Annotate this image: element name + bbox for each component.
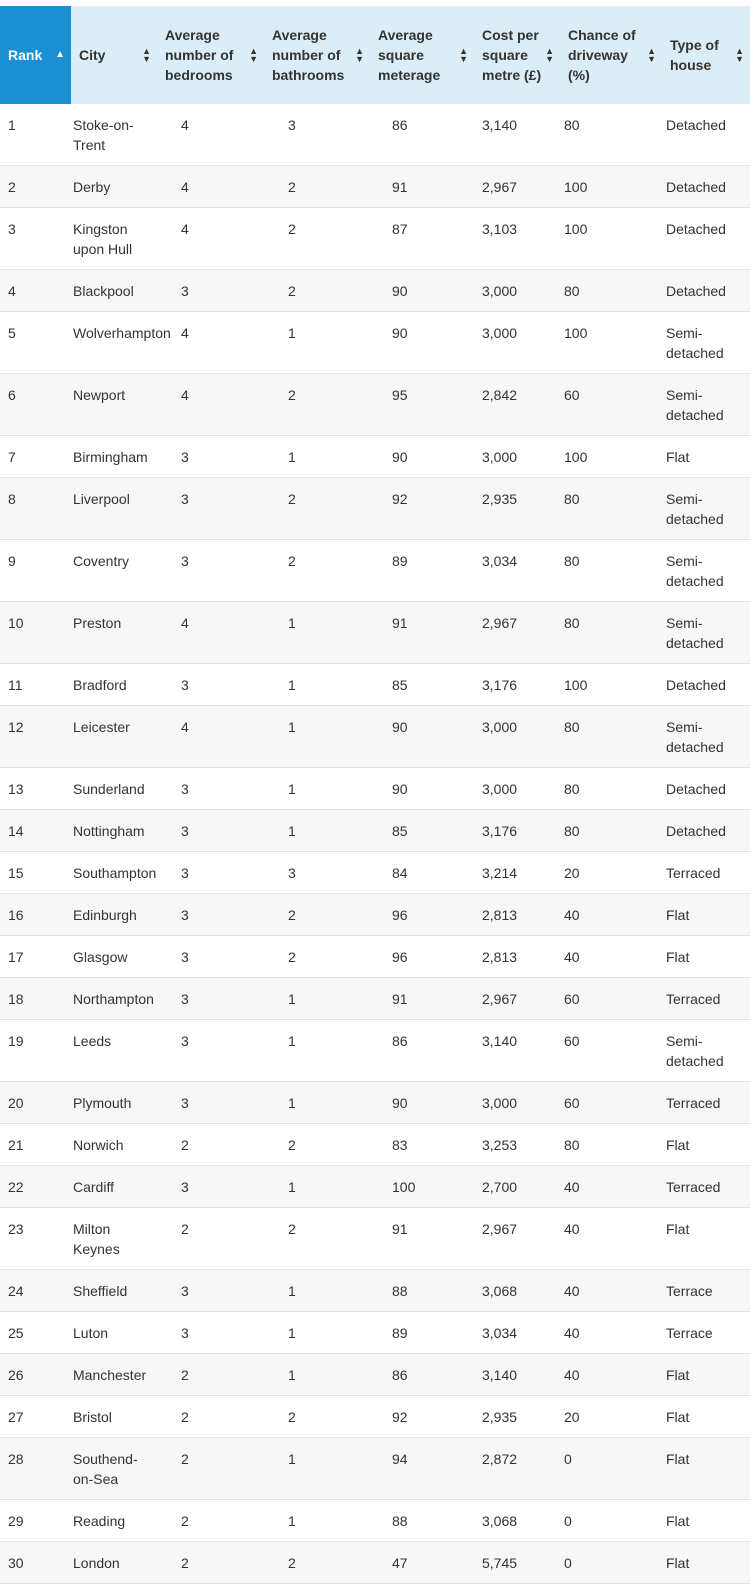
bathrooms-cell: 1 <box>264 1354 370 1396</box>
table-row <box>0 166 750 208</box>
rank-cell: 6 <box>0 374 71 436</box>
header-row <box>0 6 750 104</box>
cost-cell: 3,034 <box>474 1312 560 1354</box>
rank-cell: 15 <box>0 852 71 894</box>
rank-cell: 30 <box>0 1542 71 1584</box>
city-cell: Southampton <box>71 852 157 894</box>
table-row <box>0 374 750 436</box>
city-cell: Luton <box>71 1312 157 1354</box>
square-meterage-cell: 96 <box>370 936 474 978</box>
bathrooms-cell: 1 <box>264 810 370 852</box>
bathrooms-cell: 1 <box>264 768 370 810</box>
square-meterage-cell: 94 <box>370 1438 474 1500</box>
cost-cell: 3,214 <box>474 852 560 894</box>
table-row <box>0 540 750 602</box>
table-row <box>0 1208 750 1270</box>
rank-cell: 14 <box>0 810 71 852</box>
city-cell: Glasgow <box>71 936 157 978</box>
square-meterage-cell: 90 <box>370 1082 474 1124</box>
square-meterage-cell: 86 <box>370 104 474 166</box>
rank-cell: 13 <box>0 768 71 810</box>
driveway-cell: 100 <box>560 166 662 208</box>
rank-cell: 20 <box>0 1082 71 1124</box>
bedrooms-cell: 3 <box>157 478 264 540</box>
city-cell: Sunderland <box>71 768 157 810</box>
bathrooms-cell: 3 <box>264 852 370 894</box>
bathrooms-cell: 1 <box>264 978 370 1020</box>
table-row <box>0 1396 750 1438</box>
cost-cell: 2,872 <box>474 1438 560 1500</box>
driveway-cell: 80 <box>560 810 662 852</box>
bathrooms-cell: 1 <box>264 1166 370 1208</box>
column-header-rank[interactable] <box>0 6 71 104</box>
bathrooms-cell: 1 <box>264 1082 370 1124</box>
driveway-cell: 80 <box>560 540 662 602</box>
bedrooms-cell: 3 <box>157 852 264 894</box>
type-cell: Flat <box>662 1438 750 1500</box>
bedrooms-cell: 3 <box>157 894 264 936</box>
rank-cell: 5 <box>0 312 71 374</box>
bedrooms-cell: 2 <box>157 1124 264 1166</box>
city-cell: Plymouth <box>71 1082 157 1124</box>
square-meterage-cell: 86 <box>370 1354 474 1396</box>
bathrooms-cell: 2 <box>264 1208 370 1270</box>
rank-cell: 18 <box>0 978 71 1020</box>
type-cell: Detached <box>662 664 750 706</box>
rank-cell: 28 <box>0 1438 71 1500</box>
square-meterage-cell: 89 <box>370 1312 474 1354</box>
bedrooms-cell: 3 <box>157 1082 264 1124</box>
cost-cell: 3,000 <box>474 706 560 768</box>
city-cell: Southend-on-Sea <box>71 1438 157 1500</box>
bathrooms-cell: 3 <box>264 104 370 166</box>
bathrooms-cell: 1 <box>264 1438 370 1500</box>
city-ranking-table <box>0 6 750 1584</box>
type-cell: Flat <box>662 1208 750 1270</box>
city-cell: London <box>71 1542 157 1584</box>
bedrooms-cell: 4 <box>157 312 264 374</box>
bathrooms-cell: 2 <box>264 478 370 540</box>
cost-cell: 2,813 <box>474 936 560 978</box>
driveway-cell: 80 <box>560 104 662 166</box>
rank-cell: 21 <box>0 1124 71 1166</box>
square-meterage-cell: 92 <box>370 1396 474 1438</box>
table-row <box>0 312 750 374</box>
driveway-cell: 80 <box>560 768 662 810</box>
type-cell: Detached <box>662 768 750 810</box>
table-row <box>0 1312 750 1354</box>
bedrooms-cell: 2 <box>157 1438 264 1500</box>
city-cell: Birmingham <box>71 436 157 478</box>
bedrooms-cell: 2 <box>157 1500 264 1542</box>
bedrooms-cell: 3 <box>157 1166 264 1208</box>
cost-cell: 3,140 <box>474 1354 560 1396</box>
rank-cell: 12 <box>0 706 71 768</box>
bathrooms-cell: 2 <box>264 374 370 436</box>
city-cell: Manchester <box>71 1354 157 1396</box>
city-cell: Milton Keynes <box>71 1208 157 1270</box>
city-cell: Newport <box>71 374 157 436</box>
square-meterage-cell: 91 <box>370 166 474 208</box>
cost-cell: 3,176 <box>474 664 560 706</box>
rank-cell: 22 <box>0 1166 71 1208</box>
square-meterage-cell: 90 <box>370 270 474 312</box>
square-meterage-cell: 86 <box>370 1020 474 1082</box>
driveway-cell: 80 <box>560 1124 662 1166</box>
city-cell: Norwich <box>71 1124 157 1166</box>
square-meterage-cell: 88 <box>370 1270 474 1312</box>
bedrooms-cell: 3 <box>157 270 264 312</box>
city-cell: Cardiff <box>71 1166 157 1208</box>
type-cell: Flat <box>662 1500 750 1542</box>
city-cell: Blackpool <box>71 270 157 312</box>
type-cell: Detached <box>662 166 750 208</box>
square-meterage-cell: 90 <box>370 706 474 768</box>
square-meterage-cell: 90 <box>370 768 474 810</box>
driveway-cell: 20 <box>560 852 662 894</box>
sort-icon: ▲ ▼ <box>249 46 258 64</box>
bedrooms-cell: 3 <box>157 978 264 1020</box>
rank-cell: 10 <box>0 602 71 664</box>
bathrooms-cell: 1 <box>264 664 370 706</box>
square-meterage-cell: 91 <box>370 602 474 664</box>
bedrooms-cell: 4 <box>157 208 264 270</box>
table-row <box>0 104 750 166</box>
driveway-cell: 100 <box>560 664 662 706</box>
bedrooms-cell: 4 <box>157 104 264 166</box>
column-header-label: Cost per square metre (£) <box>482 27 542 83</box>
driveway-cell: 40 <box>560 1166 662 1208</box>
city-cell: Bradford <box>71 664 157 706</box>
city-cell: Northampton <box>71 978 157 1020</box>
cost-cell: 3,000 <box>474 312 560 374</box>
bathrooms-cell: 1 <box>264 1500 370 1542</box>
table-row <box>0 852 750 894</box>
column-header-label: Type of house <box>670 37 719 73</box>
cost-cell: 3,253 <box>474 1124 560 1166</box>
square-meterage-cell: 88 <box>370 1500 474 1542</box>
column-header-label: City <box>79 47 106 63</box>
driveway-cell: 0 <box>560 1542 662 1584</box>
bedrooms-cell: 3 <box>157 1020 264 1082</box>
city-cell: Preston <box>71 602 157 664</box>
rank-cell: 2 <box>0 166 71 208</box>
column-header-cost[interactable] <box>474 6 560 104</box>
rank-cell: 3 <box>0 208 71 270</box>
sort-icon: ▲ ▼ <box>459 46 468 64</box>
rank-cell: 23 <box>0 1208 71 1270</box>
column-header-label: Chance of driveway (%) <box>568 27 636 83</box>
square-meterage-cell: 89 <box>370 540 474 602</box>
type-cell: Flat <box>662 436 750 478</box>
column-header-city[interactable] <box>71 6 157 104</box>
square-meterage-cell: 83 <box>370 1124 474 1166</box>
cost-cell: 3,176 <box>474 810 560 852</box>
city-cell: Reading <box>71 1500 157 1542</box>
bedrooms-cell: 3 <box>157 936 264 978</box>
driveway-cell: 40 <box>560 1270 662 1312</box>
bathrooms-cell: 2 <box>264 894 370 936</box>
column-header-driveway[interactable] <box>560 6 662 104</box>
table-row <box>0 768 750 810</box>
type-cell: Semi-detached <box>662 602 750 664</box>
bedrooms-cell: 3 <box>157 768 264 810</box>
square-meterage-cell: 100 <box>370 1166 474 1208</box>
bathrooms-cell: 2 <box>264 936 370 978</box>
square-meterage-cell: 87 <box>370 208 474 270</box>
cost-cell: 3,000 <box>474 436 560 478</box>
bathrooms-cell: 2 <box>264 166 370 208</box>
city-cell: Liverpool <box>71 478 157 540</box>
city-cell: Sheffield <box>71 1270 157 1312</box>
cost-cell: 3,103 <box>474 208 560 270</box>
table-row <box>0 602 750 664</box>
bathrooms-cell: 1 <box>264 312 370 374</box>
cost-cell: 5,745 <box>474 1542 560 1584</box>
bathrooms-cell: 1 <box>264 1312 370 1354</box>
table-row <box>0 436 750 478</box>
driveway-cell: 60 <box>560 1020 662 1082</box>
square-meterage-cell: 91 <box>370 1208 474 1270</box>
rank-cell: 29 <box>0 1500 71 1542</box>
bathrooms-cell: 2 <box>264 1396 370 1438</box>
driveway-cell: 60 <box>560 978 662 1020</box>
type-cell: Detached <box>662 208 750 270</box>
type-cell: Semi-detached <box>662 706 750 768</box>
square-meterage-cell: 47 <box>370 1542 474 1584</box>
bedrooms-cell: 2 <box>157 1208 264 1270</box>
cost-cell: 3,000 <box>474 768 560 810</box>
cost-cell: 2,700 <box>474 1166 560 1208</box>
rank-cell: 1 <box>0 104 71 166</box>
table-row <box>0 664 750 706</box>
table-row <box>0 208 750 270</box>
bedrooms-cell: 2 <box>157 1354 264 1396</box>
table-row <box>0 1354 750 1396</box>
type-cell: Flat <box>662 1124 750 1166</box>
cost-cell: 3,034 <box>474 540 560 602</box>
bathrooms-cell: 2 <box>264 1124 370 1166</box>
bedrooms-cell: 3 <box>157 1270 264 1312</box>
city-cell: Bristol <box>71 1396 157 1438</box>
bedrooms-cell: 2 <box>157 1396 264 1438</box>
bedrooms-cell: 3 <box>157 1312 264 1354</box>
type-cell: Flat <box>662 894 750 936</box>
type-cell: Terraced <box>662 978 750 1020</box>
table-row <box>0 1500 750 1542</box>
square-meterage-cell: 84 <box>370 852 474 894</box>
bathrooms-cell: 2 <box>264 270 370 312</box>
rank-cell: 8 <box>0 478 71 540</box>
driveway-cell: 40 <box>560 1208 662 1270</box>
cost-cell: 3,140 <box>474 1020 560 1082</box>
cost-cell: 3,000 <box>474 270 560 312</box>
cost-cell: 3,140 <box>474 104 560 166</box>
table-row <box>0 1124 750 1166</box>
city-cell: Leicester <box>71 706 157 768</box>
table-row <box>0 810 750 852</box>
city-cell: Edinburgh <box>71 894 157 936</box>
square-meterage-cell: 85 <box>370 664 474 706</box>
city-cell: Derby <box>71 166 157 208</box>
type-cell: Flat <box>662 1396 750 1438</box>
driveway-cell: 40 <box>560 1354 662 1396</box>
sort-icon: ▲ ▼ <box>735 46 744 64</box>
table-row <box>0 1020 750 1082</box>
rank-cell: 24 <box>0 1270 71 1312</box>
table-row <box>0 706 750 768</box>
type-cell: Terraced <box>662 852 750 894</box>
bathrooms-cell: 1 <box>264 706 370 768</box>
table-row <box>0 1270 750 1312</box>
cost-cell: 3,068 <box>474 1500 560 1542</box>
type-cell: Flat <box>662 1542 750 1584</box>
type-cell: Terraced <box>662 1166 750 1208</box>
city-cell: Nottingham <box>71 810 157 852</box>
sort-icon: ▲ ▼ <box>142 46 151 64</box>
cost-cell: 2,967 <box>474 166 560 208</box>
driveway-cell: 100 <box>560 208 662 270</box>
type-cell: Semi-detached <box>662 478 750 540</box>
city-cell: Kingston upon Hull <box>71 208 157 270</box>
rank-cell: 4 <box>0 270 71 312</box>
driveway-cell: 80 <box>560 706 662 768</box>
city-cell: Wolverhampton <box>71 312 157 374</box>
column-header-label: Average number of bedrooms <box>165 27 234 83</box>
type-cell: Flat <box>662 1354 750 1396</box>
driveway-cell: 20 <box>560 1396 662 1438</box>
rank-cell: 9 <box>0 540 71 602</box>
type-cell: Detached <box>662 270 750 312</box>
sort-icon: ▲ ▼ <box>545 46 554 64</box>
cost-cell: 2,967 <box>474 602 560 664</box>
city-cell: Coventry <box>71 540 157 602</box>
rank-cell: 26 <box>0 1354 71 1396</box>
driveway-cell: 80 <box>560 478 662 540</box>
square-meterage-cell: 85 <box>370 810 474 852</box>
sort-icon: ▲ ▼ <box>355 46 364 64</box>
table-row <box>0 1082 750 1124</box>
driveway-cell: 80 <box>560 602 662 664</box>
driveway-cell: 40 <box>560 894 662 936</box>
rank-cell: 7 <box>0 436 71 478</box>
rank-cell: 25 <box>0 1312 71 1354</box>
table-row <box>0 270 750 312</box>
column-header-label: Average number of bathrooms <box>272 27 345 83</box>
driveway-cell: 80 <box>560 270 662 312</box>
bedrooms-cell: 4 <box>157 602 264 664</box>
rank-cell: 16 <box>0 894 71 936</box>
table-row <box>0 478 750 540</box>
column-header-label: Average square meterage <box>378 27 441 83</box>
square-meterage-cell: 90 <box>370 312 474 374</box>
driveway-cell: 0 <box>560 1438 662 1500</box>
type-cell: Semi-detached <box>662 1020 750 1082</box>
table-row <box>0 1166 750 1208</box>
square-meterage-cell: 92 <box>370 478 474 540</box>
cost-cell: 2,813 <box>474 894 560 936</box>
bedrooms-cell: 3 <box>157 436 264 478</box>
bedrooms-cell: 4 <box>157 374 264 436</box>
bedrooms-cell: 4 <box>157 166 264 208</box>
square-meterage-cell: 91 <box>370 978 474 1020</box>
driveway-cell: 60 <box>560 1082 662 1124</box>
bedrooms-cell: 4 <box>157 706 264 768</box>
bathrooms-cell: 1 <box>264 602 370 664</box>
square-meterage-cell: 96 <box>370 894 474 936</box>
column-header-bedrooms[interactable] <box>157 6 264 104</box>
column-header-type[interactable] <box>662 6 750 104</box>
cost-cell: 2,967 <box>474 978 560 1020</box>
driveway-cell: 0 <box>560 1500 662 1542</box>
type-cell: Semi-detached <box>662 540 750 602</box>
type-cell: Terraced <box>662 1082 750 1124</box>
type-cell: Detached <box>662 810 750 852</box>
table-body <box>0 104 750 1584</box>
column-header-bathrooms[interactable] <box>264 6 370 104</box>
type-cell: Flat <box>662 936 750 978</box>
table-row <box>0 1542 750 1584</box>
type-cell: Detached <box>662 104 750 166</box>
column-header-square-meterage[interactable] <box>370 6 474 104</box>
bathrooms-cell: 2 <box>264 1542 370 1584</box>
driveway-cell: 100 <box>560 436 662 478</box>
cost-cell: 2,935 <box>474 478 560 540</box>
column-header-label: Rank <box>8 47 43 63</box>
square-meterage-cell: 95 <box>370 374 474 436</box>
bedrooms-cell: 3 <box>157 540 264 602</box>
cost-cell: 3,000 <box>474 1082 560 1124</box>
bathrooms-cell: 1 <box>264 436 370 478</box>
type-cell: Terrace <box>662 1312 750 1354</box>
cost-cell: 2,842 <box>474 374 560 436</box>
rank-cell: 19 <box>0 1020 71 1082</box>
type-cell: Semi-detached <box>662 312 750 374</box>
rank-cell: 11 <box>0 664 71 706</box>
driveway-cell: 40 <box>560 1312 662 1354</box>
cost-cell: 2,967 <box>474 1208 560 1270</box>
bathrooms-cell: 1 <box>264 1270 370 1312</box>
type-cell: Semi-detached <box>662 374 750 436</box>
driveway-cell: 60 <box>560 374 662 436</box>
type-cell: Terrace <box>662 1270 750 1312</box>
bathrooms-cell: 2 <box>264 540 370 602</box>
table-row <box>0 1438 750 1500</box>
bedrooms-cell: 3 <box>157 810 264 852</box>
bedrooms-cell: 3 <box>157 664 264 706</box>
cost-cell: 2,935 <box>474 1396 560 1438</box>
table-row <box>0 936 750 978</box>
sort-icon: ▲ ▼ <box>647 46 656 64</box>
city-cell: Leeds <box>71 1020 157 1082</box>
rank-cell: 27 <box>0 1396 71 1438</box>
bedrooms-cell: 2 <box>157 1542 264 1584</box>
sort-ascending-icon: ▲ <box>55 49 65 60</box>
city-cell: Stoke-on-Trent <box>71 104 157 166</box>
bathrooms-cell: 1 <box>264 1020 370 1082</box>
table-row <box>0 894 750 936</box>
driveway-cell: 40 <box>560 936 662 978</box>
square-meterage-cell: 90 <box>370 436 474 478</box>
table-row <box>0 978 750 1020</box>
bathrooms-cell: 2 <box>264 208 370 270</box>
rank-cell: 17 <box>0 936 71 978</box>
driveway-cell: 100 <box>560 312 662 374</box>
cost-cell: 3,068 <box>474 1270 560 1312</box>
